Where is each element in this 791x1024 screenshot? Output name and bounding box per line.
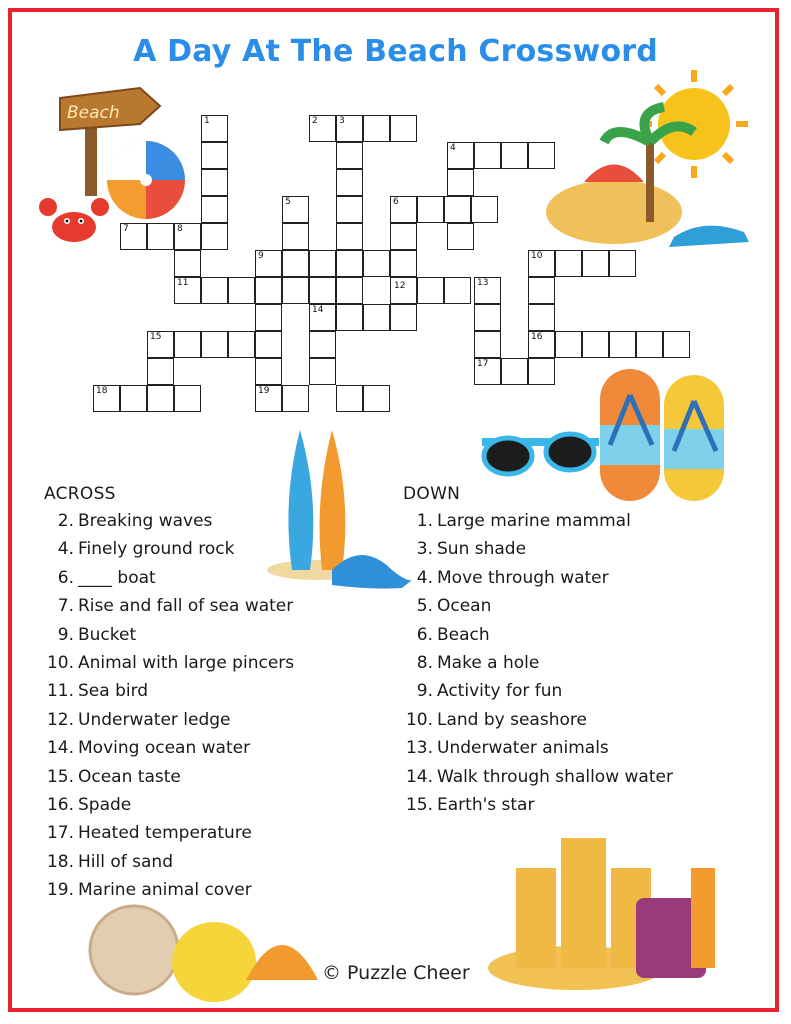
clue-number: 17 (477, 359, 489, 369)
grid-cell[interactable] (474, 331, 501, 358)
grid-cell[interactable] (120, 223, 147, 250)
grid-cell[interactable] (336, 277, 363, 304)
grid-cell[interactable] (201, 331, 228, 358)
grid-cell[interactable] (609, 250, 636, 277)
sign-text: Beach (67, 103, 120, 123)
grid-cell[interactable] (282, 223, 309, 250)
grid-cell[interactable] (363, 304, 390, 331)
clue-item: 7. Rise and fall of sea water (57, 596, 294, 617)
grid-cell[interactable] (474, 358, 501, 385)
clue-item: 12. Underwater ledge (46, 709, 231, 730)
grid-cell[interactable] (663, 331, 690, 358)
grid-cell[interactable] (201, 196, 228, 223)
grid-cell[interactable] (93, 385, 120, 412)
clue-number: 12 (394, 281, 406, 291)
grid-cell[interactable] (201, 142, 228, 169)
grid-cell[interactable] (309, 277, 336, 304)
grid-cell[interactable] (474, 142, 501, 169)
across-clues (44, 484, 294, 904)
clue-number: 6 (393, 197, 399, 207)
grid-cell[interactable] (444, 196, 471, 223)
grid-cell[interactable] (147, 223, 174, 250)
grid-cell[interactable] (282, 277, 309, 304)
grid-cell[interactable] (147, 385, 174, 412)
grid-cell[interactable] (174, 250, 201, 277)
clue-item: 3. Sun shade (416, 539, 527, 560)
clue-number: 14 (312, 305, 324, 315)
grid-cell[interactable] (174, 331, 201, 358)
clue-number: 10 (531, 251, 543, 261)
clue-number: 1 (204, 116, 210, 126)
clue-item: 16. Spade (46, 794, 132, 815)
grid-cell[interactable] (528, 250, 555, 277)
down-clues (403, 484, 673, 819)
grid-cell[interactable] (174, 385, 201, 412)
clue-number: 7 (123, 224, 129, 234)
grid-cell[interactable] (363, 385, 390, 412)
clue-number: 18 (96, 386, 108, 396)
grid-cell[interactable] (147, 331, 174, 358)
grid-cell[interactable] (255, 304, 282, 331)
grid-cell[interactable] (447, 169, 474, 196)
grid-cell[interactable] (174, 277, 201, 304)
clue-item: 10. Animal with large pincers (46, 652, 295, 673)
clue-number: 2 (312, 116, 318, 126)
across-heading: ACROSS (44, 484, 116, 504)
grid-cell[interactable] (417, 196, 444, 223)
grid-cell[interactable] (447, 142, 474, 169)
clue-item: 9. Activity for fun (416, 681, 563, 702)
page-title: A Day At The Beach Crossword (133, 34, 658, 69)
clue-item: 17. Heated temperature (46, 823, 252, 844)
grid-cell[interactable] (201, 277, 228, 304)
grid-cell[interactable] (501, 142, 528, 169)
clue-number: 13 (477, 278, 489, 288)
clue-item: 19. Marine animal cover (46, 880, 252, 901)
clue-item: 1. Large marine mammal (416, 511, 631, 531)
grid-cell[interactable] (390, 196, 417, 223)
down-heading: DOWN (403, 484, 461, 504)
clue-item: 14. Moving ocean water (46, 738, 251, 759)
clue-item: 6. Beach (416, 624, 490, 645)
grid-cell[interactable] (336, 304, 363, 331)
clue-item: 10. Land by seashore (405, 709, 587, 730)
grid-cell[interactable] (636, 331, 663, 358)
clue-item: 13. Underwater animals (405, 738, 609, 759)
grid-cell[interactable] (255, 331, 282, 358)
grid-cell[interactable] (255, 385, 282, 412)
grid-cell[interactable] (555, 331, 582, 358)
grid-cell[interactable] (228, 331, 255, 358)
clue-number: 8 (177, 224, 183, 234)
grid-cell[interactable] (336, 142, 363, 169)
grid-cell[interactable] (120, 385, 147, 412)
grid-cell[interactable] (228, 277, 255, 304)
grid-cell[interactable] (390, 250, 417, 277)
grid-cell[interactable] (201, 115, 228, 142)
grid-cell[interactable] (309, 358, 336, 385)
grid-cell[interactable] (309, 331, 336, 358)
clue-number: 9 (258, 251, 264, 261)
grid-cell[interactable] (474, 304, 501, 331)
clue-number: 11 (177, 278, 189, 288)
grid-cell[interactable] (528, 358, 555, 385)
grid-cell[interactable] (309, 304, 336, 331)
grid-cell[interactable] (582, 250, 609, 277)
grid-cell[interactable] (528, 304, 555, 331)
grid-cell[interactable] (309, 115, 336, 142)
grid-cell[interactable] (255, 277, 282, 304)
clue-number: 4 (450, 143, 456, 153)
grid-cell[interactable] (255, 358, 282, 385)
grid-cell[interactable] (282, 250, 309, 277)
grid-cell[interactable] (336, 115, 363, 142)
grid-cell[interactable] (447, 223, 474, 250)
shells-illustration (86, 900, 326, 1010)
grid-cell[interactable] (309, 250, 336, 277)
clue-item: 8. Make a hole (416, 652, 540, 673)
grid-cell[interactable] (201, 169, 228, 196)
clue-number: 5 (285, 197, 291, 207)
clue-item: 4. Move through water (416, 567, 609, 588)
grid-cell[interactable] (528, 142, 555, 169)
clue-item: 6. ____ boat (57, 567, 156, 588)
grid-cell[interactable] (336, 196, 363, 223)
grid-cell[interactable] (444, 277, 471, 304)
clue-number: 15 (150, 332, 162, 342)
grid-cell[interactable] (471, 196, 498, 223)
grid-cell[interactable] (417, 277, 444, 304)
grid-cell[interactable] (336, 223, 363, 250)
clue-item: 2. Breaking waves (57, 511, 213, 531)
clue-item: 14. Walk through shallow water (405, 766, 673, 787)
clue-item: 5. Ocean (416, 596, 492, 617)
grid-cell[interactable] (147, 358, 174, 385)
copyright-text: © Puzzle Cheer (322, 962, 470, 984)
grid-cell[interactable] (255, 250, 282, 277)
clue-item: 18. Hill of sand (46, 851, 173, 872)
grid-cell[interactable] (282, 385, 309, 412)
clue-item: 15. Ocean taste (46, 766, 181, 787)
grid-cell[interactable] (363, 250, 390, 277)
grid-cell[interactable] (582, 331, 609, 358)
grid-cell[interactable] (336, 385, 363, 412)
grid-cell[interactable] (501, 358, 528, 385)
grid-cell[interactable] (528, 331, 555, 358)
grid-cell[interactable] (390, 304, 417, 331)
clue-item: 4. Finely ground rock (57, 539, 235, 560)
clue-item: 11. Sea bird (46, 681, 149, 702)
grid-cell[interactable] (363, 115, 390, 142)
grid-cell[interactable] (555, 250, 582, 277)
crossword-grid (0, 0, 791, 440)
clue-item: 15. Earth's star (405, 794, 535, 815)
grid-cell[interactable] (528, 277, 555, 304)
grid-cell[interactable] (390, 223, 417, 250)
sandcastle-illustration (486, 808, 748, 993)
grid-cell[interactable] (609, 331, 636, 358)
grid-cell[interactable] (201, 223, 228, 250)
grid-cell[interactable] (336, 169, 363, 196)
grid-cell[interactable] (336, 250, 363, 277)
clue-number: 16 (531, 332, 543, 342)
clue-number: 19 (258, 386, 270, 396)
grid-cell[interactable] (174, 223, 201, 250)
grid-cell[interactable] (390, 115, 417, 142)
clue-item: 9. Bucket (57, 624, 137, 645)
clue-number: 3 (339, 116, 345, 126)
grid-cell[interactable] (474, 277, 501, 304)
grid-cell[interactable] (282, 196, 309, 223)
